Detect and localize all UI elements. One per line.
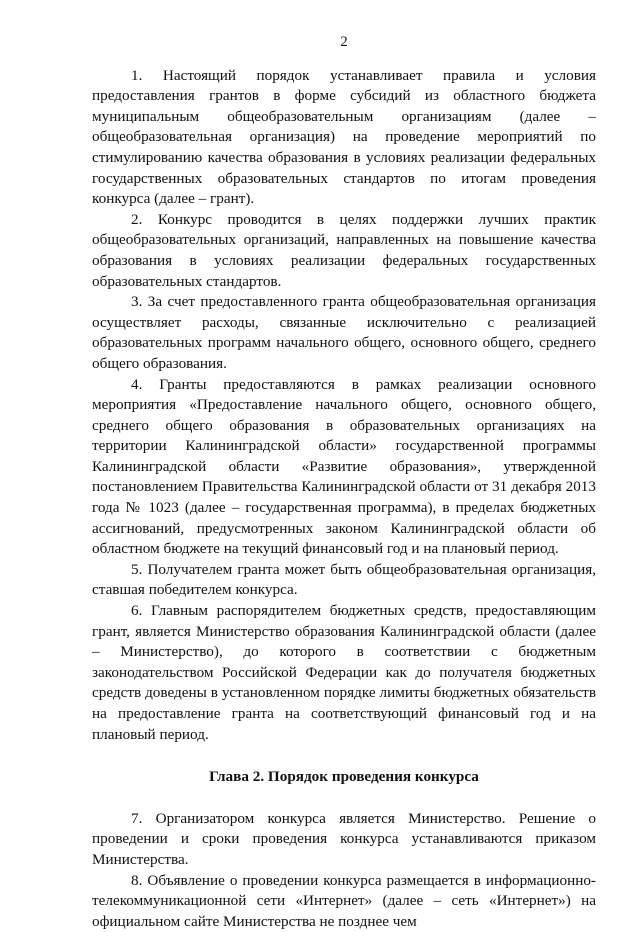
paragraph-3: 3. За счет предоставленного гранта общеобразовательная организация осуществляет расходы, связанные исключительно с реализацией образовательных программ начального общего, основного общего, среднего общего образования. <box>92 293 596 372</box>
paragraph-6: 6. Главным распорядителем бюджетных средств, предоставляющим грант, является Министерство образования Калининградской области (далее – Министерство), до которого в соответствии с бюджетным законодательством Российской Федерации как до получателя бюджетных средств доведены в установленном порядке лимиты бюджетных обязательств на предоставление гранта на соответствующий финансовый год и на плановый период. <box>92 602 596 743</box>
paragraph-4: 4. Гранты предоставляются в рамках реализации основного мероприятия «Предоставление начального общего, основного общего, среднего общего образования в образовательных организациях на территории Калининградской области» государственной программы Калининградской области «Развитие образования», утвержденной постановлением Правительства Калининградской области от 31 декабря 2013 года № 1023 (далее – государственная программа), в пределах бюджетных ассигнований, предусмотренных законом Калининградской области об областном бюджете на текущий финансовый год и на плановый период. <box>92 375 596 558</box>
page-number: 2 <box>340 34 348 50</box>
chapter-heading: Глава 2. Порядок проведения конкурса <box>209 768 479 786</box>
paragraph-7: 7. Организатором конкурса является Министерство. Решение о проведении и сроки проведения конкурса устанавливаются приказом Министерства. <box>92 809 596 868</box>
paragraph-2: 2. Конкурс проводится в целях поддержки лучших практик общеобразовательных организаций, направленных на повышение качества образования в условиях реализации федеральных государственных образовательных стандартов. <box>92 210 596 290</box>
paragraph-1: 1. Настоящий порядок устанавливает правила и условия предоставления грантов в форме субсидий из областного бюджета муниципальным общеобразовательным организациям (далее – общеобразовательная организация) на проведение мероприятий по стимулированию качества образования в условиях реализации федеральных государственных образовательных стандартов по итогам проведения конкурса (далее – грант). <box>92 66 596 208</box>
paragraph-8: 8. Объявление о проведении конкурса размещается в информационно-телекоммуникационной сети «Интернет» (далее – сеть «Интернет») на официальном сайте Министерства не позднее чем <box>92 871 596 930</box>
paragraph-5: 5. Получателем гранта может быть общеобразовательная организация, ставшая победителем конкурса. <box>92 560 596 599</box>
